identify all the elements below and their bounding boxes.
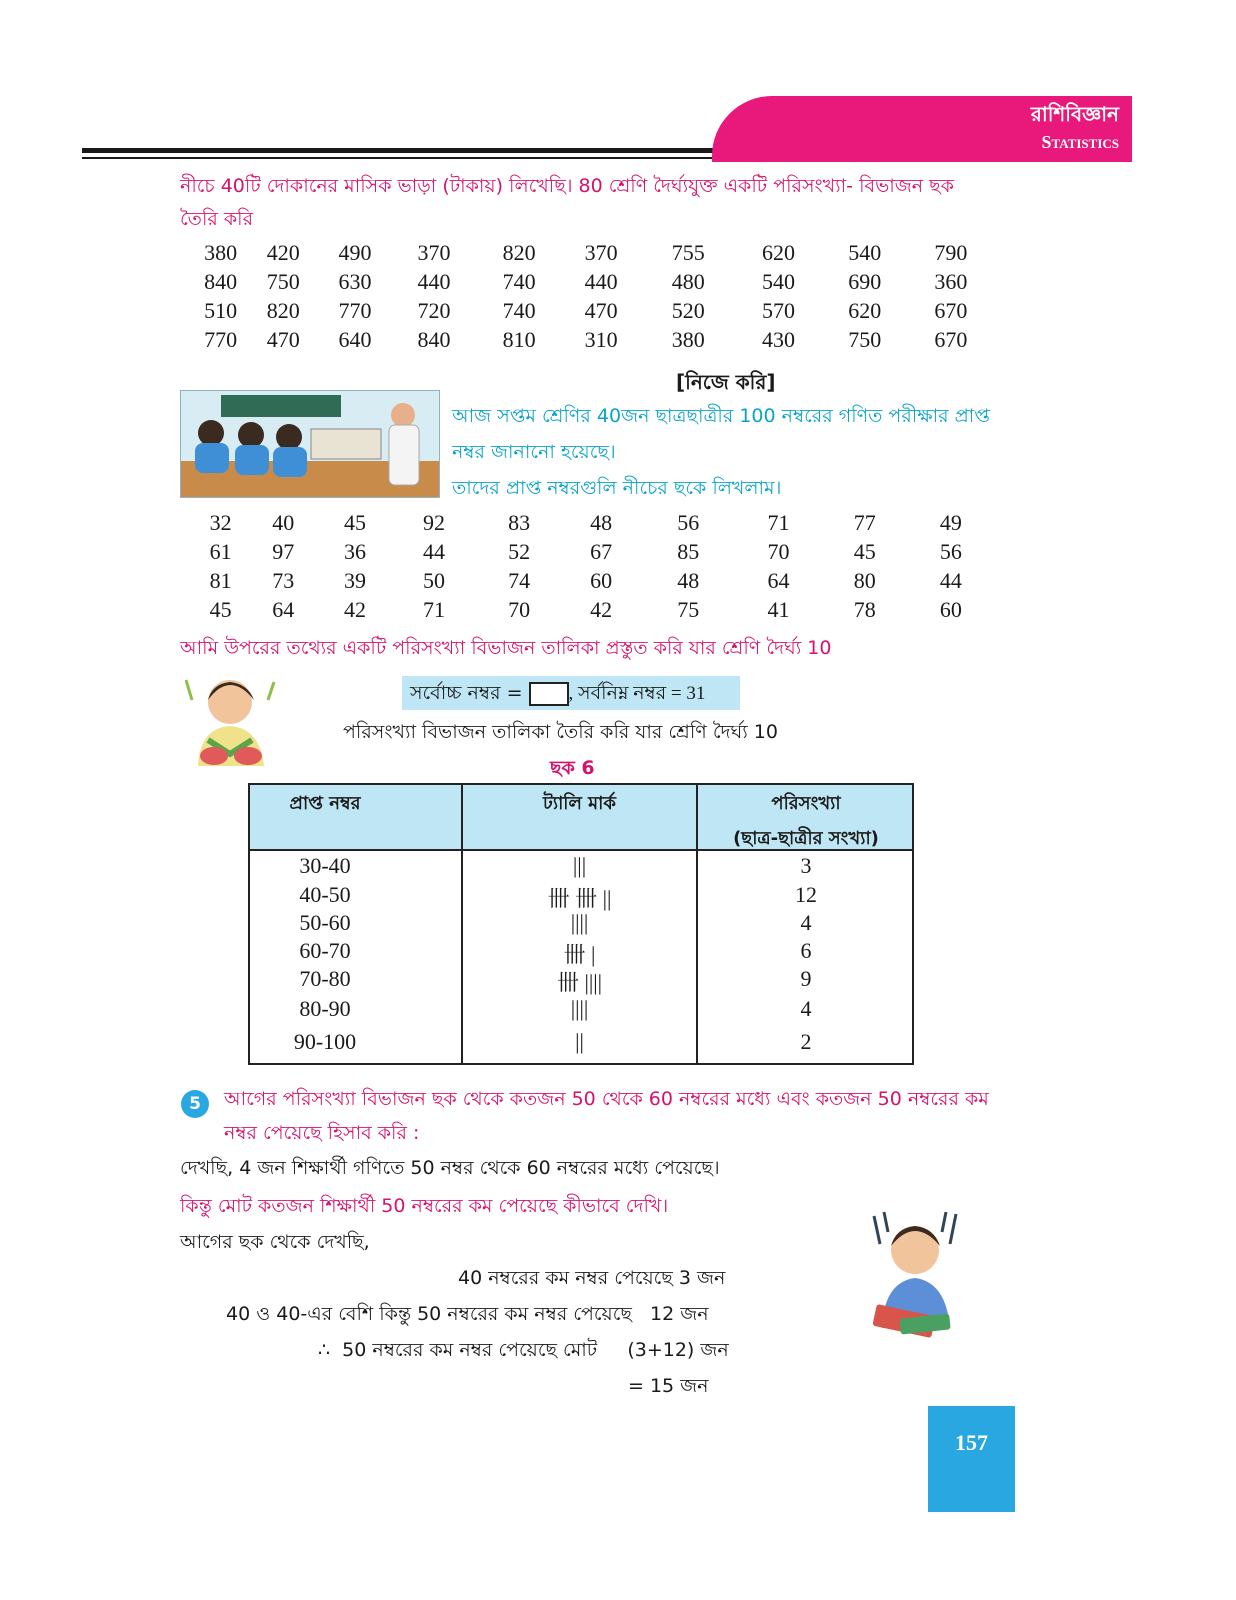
value-cell: 820 bbox=[266, 297, 300, 323]
value-cell: 690 bbox=[848, 268, 882, 294]
question-5-line-1: আগের পরিসংখ্যা বিভাজন ছক থেকে কতজন 50 থেকে 60 নম্বরের মধ্যে এবং কতজন 50 নম্বরের কম bbox=[224, 1088, 989, 1110]
prepare-table-text: আমি উপরের তথ্যের একটি পরিসংখ্যা বিভাজন তালিকা প্রস্তুত করি যার শ্রেণি দৈর্ঘ্য 10 bbox=[180, 637, 832, 659]
score-row bbox=[195, 566, 995, 595]
exercise-text bbox=[452, 398, 1032, 506]
value-cell: 60 bbox=[939, 596, 962, 622]
question-5-text bbox=[224, 1082, 1024, 1150]
chapter-title-bengali: রাশিবিজ্ঞান bbox=[1030, 102, 1119, 126]
value-cell: 670 bbox=[934, 297, 968, 323]
classroom-scene-icon bbox=[181, 391, 439, 497]
value-cell: 440 bbox=[584, 268, 618, 294]
value-cell: 52 bbox=[508, 538, 531, 564]
frequency-row bbox=[250, 938, 912, 967]
rent-row bbox=[195, 238, 995, 267]
value-cell: 56 bbox=[939, 538, 962, 564]
value-cell: 510 bbox=[204, 297, 238, 323]
question-5-line-2: নম্বর পেয়েছে হিসাব করি : bbox=[224, 1122, 420, 1144]
value-cell: 360 bbox=[934, 268, 968, 294]
marks-range: 90-100 bbox=[293, 1029, 357, 1054]
value-cell: 92 bbox=[422, 509, 445, 535]
value-cell: 640 bbox=[338, 326, 372, 352]
header-frequency-line-2: (ছাত্র-ছাত্রীর সংখ্যা) bbox=[733, 828, 879, 849]
calc-line-2: 40 ও 40-এর বেশি কিন্তু 50 নম্বরের কম নম্বর পেয়েছে 12 জন bbox=[226, 1303, 709, 1325]
max-min-box bbox=[402, 676, 740, 710]
value-cell: 840 bbox=[417, 326, 451, 352]
value-cell: 36 bbox=[343, 538, 366, 564]
thinking-girl-icon bbox=[178, 670, 283, 768]
score-values-table bbox=[195, 508, 995, 624]
marks-range: 40-50 bbox=[299, 882, 351, 907]
score-row bbox=[195, 537, 995, 566]
value-cell: 48 bbox=[677, 567, 700, 593]
calc-line-3: ∴ 50 নম্বরের কম নম্বর পেয়েছে মোট (3+12) জন bbox=[318, 1339, 729, 1361]
tally-mark: 卌 |||| bbox=[556, 970, 603, 995]
value-cell: 74 bbox=[508, 567, 531, 593]
value-cell: 80 bbox=[853, 567, 876, 593]
frequency-row bbox=[250, 882, 912, 911]
value-cell: 430 bbox=[762, 326, 796, 352]
frequency-value: 3 bbox=[800, 853, 812, 878]
answer-line-2: কিন্তু মোট কতজন শিক্ষার্থী 50 নম্বরের কম পেয়েছে কীভাবে দেখি। bbox=[180, 1195, 669, 1217]
rent-row bbox=[195, 267, 995, 296]
value-cell: 40 bbox=[272, 509, 295, 535]
marks-range: 30-40 bbox=[299, 853, 351, 878]
intro-text bbox=[180, 170, 1020, 236]
value-cell: 520 bbox=[671, 297, 705, 323]
marks-range: 80-90 bbox=[299, 996, 351, 1021]
value-cell: 78 bbox=[853, 596, 876, 622]
value-cell: 49 bbox=[939, 509, 962, 535]
frequency-row bbox=[250, 1029, 912, 1058]
value-cell: 750 bbox=[266, 268, 300, 294]
value-cell: 470 bbox=[584, 297, 618, 323]
value-cell: 490 bbox=[338, 239, 372, 265]
value-cell: 790 bbox=[934, 239, 968, 265]
tally-mark: ||| bbox=[572, 853, 587, 878]
value-cell: 720 bbox=[417, 297, 451, 323]
value-cell: 75 bbox=[677, 596, 700, 622]
marks-range: 50-60 bbox=[299, 910, 351, 935]
value-cell: 42 bbox=[590, 596, 613, 622]
value-cell: 440 bbox=[417, 268, 451, 294]
value-cell: 380 bbox=[671, 326, 705, 352]
value-cell: 820 bbox=[502, 239, 536, 265]
header-marks: প্রাপ্ত নম্বর bbox=[289, 793, 361, 814]
value-cell: 56 bbox=[677, 509, 700, 535]
value-cell: 41 bbox=[767, 596, 790, 622]
table-caption: ছক 6 bbox=[550, 757, 595, 779]
value-cell: 85 bbox=[677, 538, 700, 564]
value-cell: 83 bbox=[508, 509, 531, 535]
value-cell: 71 bbox=[422, 596, 445, 622]
tally-mark: |||| bbox=[570, 910, 589, 935]
value-cell: 740 bbox=[502, 297, 536, 323]
question-number-badge: 5 bbox=[181, 1090, 209, 1118]
value-cell: 70 bbox=[767, 538, 790, 564]
max-score-label: সর্বোচ্চ নম্বর = bbox=[410, 682, 523, 704]
header-rule-thin bbox=[82, 157, 722, 159]
page-number: 157 bbox=[928, 1406, 1015, 1512]
tally-mark: |||| bbox=[570, 996, 589, 1021]
intro-line-1: নীচে 40টি দোকানের মাসিক ভাড়া (টাকায়) লিখেছি। 80 শ্রেণি দৈর্ঘ্যযুক্ত একটি পরিসংখ্যা- বিভাজন ছক bbox=[180, 175, 954, 197]
boy-illustration bbox=[860, 1210, 970, 1340]
answer-line-1: দেখছি, 4 জন শিক্ষার্থী গণিতে 50 নম্বর থেকে 60 নম্বরের মধ্যে পেয়েছে। bbox=[180, 1157, 720, 1179]
value-cell: 71 bbox=[767, 509, 790, 535]
value-cell: 770 bbox=[338, 297, 372, 323]
thinking-boy-icon bbox=[860, 1210, 970, 1340]
exercise-heading: [নিজে করি] bbox=[676, 370, 776, 394]
marks-range: 60-70 bbox=[299, 938, 351, 963]
value-cell: 630 bbox=[338, 268, 372, 294]
value-cell: 570 bbox=[762, 297, 796, 323]
value-cell: 45 bbox=[343, 509, 366, 535]
value-cell: 97 bbox=[272, 538, 295, 564]
value-cell: 540 bbox=[762, 268, 796, 294]
make-table-text: পরিসংখ্যা বিভাজন তালিকা তৈরি করি যার শ্রেণি দৈর্ঘ্য 10 bbox=[343, 721, 778, 743]
header-frequency-line-1: পরিসংখ্যা bbox=[771, 793, 841, 814]
frequency-value: 6 bbox=[800, 938, 812, 963]
value-cell: 67 bbox=[590, 538, 613, 564]
value-cell: 420 bbox=[266, 239, 300, 265]
value-cell: 39 bbox=[343, 567, 366, 593]
chapter-title-english: Statistics bbox=[1041, 132, 1119, 152]
value-cell: 61 bbox=[209, 538, 232, 564]
value-cell: 770 bbox=[204, 326, 238, 352]
value-cell: 470 bbox=[266, 326, 300, 352]
header-tally: ট্যালি মার্ক bbox=[543, 793, 616, 814]
frequency-value: 4 bbox=[800, 996, 812, 1021]
value-cell: 70 bbox=[508, 596, 531, 622]
value-cell: 60 bbox=[590, 567, 613, 593]
value-cell: 370 bbox=[417, 239, 451, 265]
value-cell: 370 bbox=[584, 239, 618, 265]
value-cell: 48 bbox=[590, 509, 613, 535]
value-cell: 81 bbox=[209, 567, 232, 593]
value-cell: 380 bbox=[204, 239, 238, 265]
value-cell: 480 bbox=[671, 268, 705, 294]
tally-mark: 卌 | bbox=[563, 942, 596, 967]
value-cell: 50 bbox=[422, 567, 445, 593]
calc-line-1: 40 নম্বরের কম নম্বর পেয়েছে 3 জন bbox=[458, 1267, 726, 1289]
value-cell: 64 bbox=[767, 567, 790, 593]
classroom-illustration bbox=[180, 390, 440, 498]
frequency-value: 12 bbox=[795, 882, 817, 907]
answer-line-3: আগের ছক থেকে দেখছি, bbox=[180, 1231, 370, 1253]
frequency-row bbox=[250, 853, 912, 882]
rent-row bbox=[195, 296, 995, 325]
value-cell: 45 bbox=[853, 538, 876, 564]
rent-row bbox=[195, 325, 995, 354]
exercise-line-3: তাদের প্রাপ্ত নম্বরগুলি নীচের ছকে লিখলাম। bbox=[452, 477, 782, 499]
exercise-line-2: নম্বর জানানো হয়েছে। bbox=[452, 441, 616, 463]
value-cell: 310 bbox=[584, 326, 618, 352]
frequency-table bbox=[248, 783, 914, 1065]
frequency-row bbox=[250, 910, 912, 939]
value-cell: 44 bbox=[422, 538, 445, 564]
frequency-row bbox=[250, 996, 912, 1025]
max-score-blank[interactable] bbox=[529, 682, 569, 706]
score-row bbox=[195, 595, 995, 624]
value-cell: 620 bbox=[762, 239, 796, 265]
value-cell: 42 bbox=[343, 596, 366, 622]
frequency-value: 2 bbox=[800, 1029, 812, 1054]
min-score-label: , সর্বনিম্ন নম্বর = 31 bbox=[568, 683, 706, 704]
value-cell: 755 bbox=[671, 239, 705, 265]
girl-illustration bbox=[178, 670, 283, 768]
frequency-value: 9 bbox=[800, 966, 812, 991]
value-cell: 64 bbox=[272, 596, 295, 622]
marks-range: 70-80 bbox=[299, 966, 351, 991]
value-cell: 77 bbox=[853, 509, 876, 535]
value-cell: 540 bbox=[848, 239, 882, 265]
value-cell: 32 bbox=[209, 509, 232, 535]
value-cell: 620 bbox=[848, 297, 882, 323]
header-frequency bbox=[698, 789, 914, 855]
value-cell: 45 bbox=[209, 596, 232, 622]
tally-mark: 卌 卌 || bbox=[547, 886, 612, 911]
value-cell: 740 bbox=[502, 268, 536, 294]
score-row bbox=[195, 508, 995, 537]
frequency-row bbox=[250, 966, 912, 995]
value-cell: 840 bbox=[204, 268, 238, 294]
rent-values-table bbox=[195, 238, 995, 354]
value-cell: 810 bbox=[502, 326, 536, 352]
calc-line-4: = 15 জন bbox=[628, 1375, 709, 1397]
value-cell: 670 bbox=[934, 326, 968, 352]
intro-line-2: তৈরি করি bbox=[180, 208, 254, 230]
frequency-value: 4 bbox=[800, 910, 812, 935]
value-cell: 750 bbox=[848, 326, 882, 352]
tally-mark: || bbox=[575, 1029, 584, 1054]
value-cell: 44 bbox=[939, 567, 962, 593]
header-rule-thick bbox=[82, 148, 722, 153]
value-cell: 73 bbox=[272, 567, 295, 593]
exercise-line-1: আজ সপ্তম শ্রেণির 40জন ছাত্রছাত্রীর 100 নম্বরের গণিত পরীক্ষার প্রাপ্ত bbox=[452, 405, 990, 427]
